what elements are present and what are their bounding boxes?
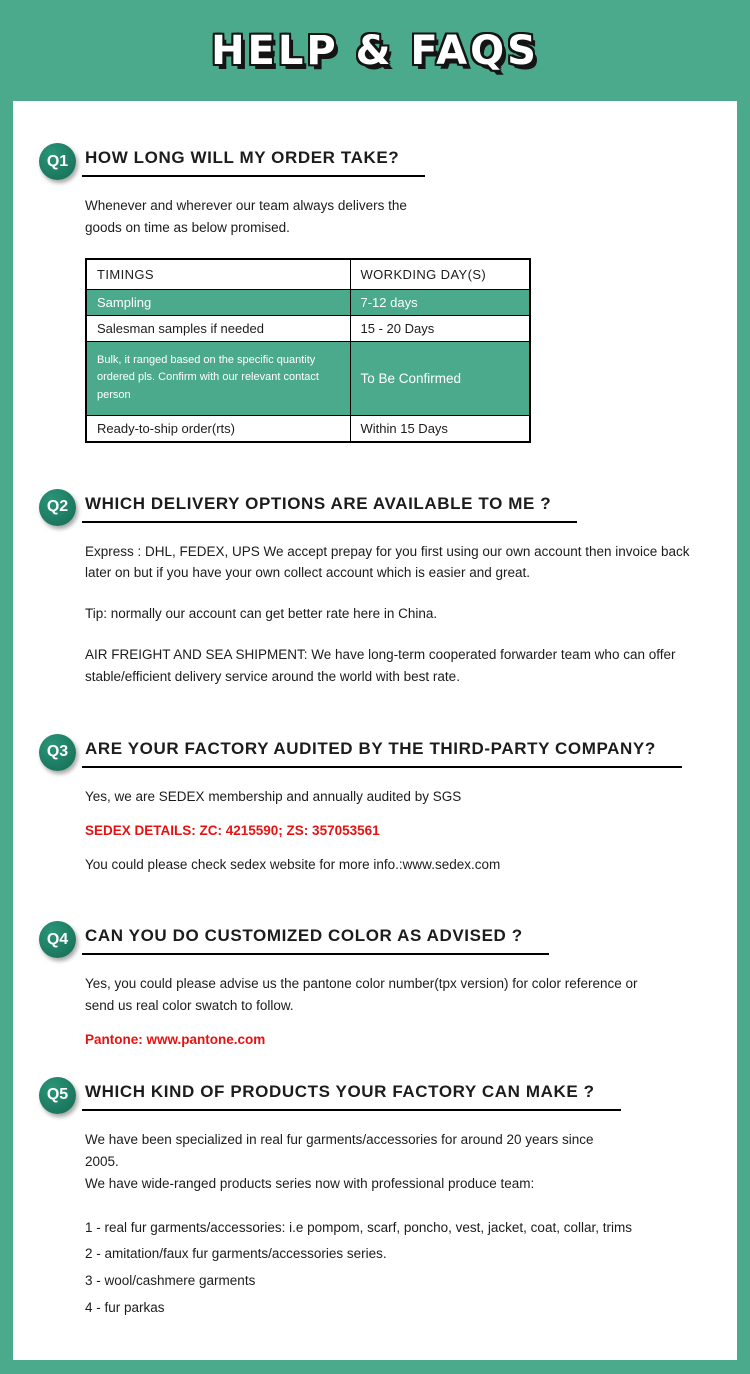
table-cell-timing: Sampling xyxy=(86,289,350,315)
q2-heading-row xyxy=(39,489,709,526)
table-cell-days: To Be Confirmed xyxy=(350,341,530,415)
timing-table-header-days: WORKDING DAY(S) xyxy=(350,259,530,290)
q5-product-list xyxy=(85,1217,709,1319)
content-card xyxy=(13,101,737,1360)
q2-express-paragraph: Express : DHL, FEDEX, UPS We accept prepay for you first using our own account then invoice back later on but if you have your own collect account which is easier and great. xyxy=(85,543,690,581)
product-item-1: 1 - real fur garments/accessories: i.e pompom, scarf, poncho, vest, jacket, coat, collar, trims xyxy=(85,1219,632,1235)
table-cell-days: Within 15 Days xyxy=(350,415,530,442)
q2-airfreight-paragraph: AIR FREIGHT AND SEA SHIPMENT: We have long-term cooperated forwarder team who can offer stable/efficient delivery service around the world with best rate. xyxy=(85,647,676,684)
q3-question: ARE YOUR FACTORY AUDITED BY THE THIRD-PARTY COMPANY? xyxy=(82,737,682,768)
table-cell-timing: Ready-to-ship order(rts) xyxy=(86,415,350,442)
timing-table-header-row xyxy=(86,259,530,290)
q4-pantone-website: Pantone: www.pantone.com xyxy=(85,1032,266,1048)
q5-question: WHICH KIND OF PRODUCTS YOUR FACTORY CAN MAKE ? xyxy=(82,1080,621,1111)
q5-badge: Q5 xyxy=(39,1077,76,1114)
q1-content xyxy=(39,180,709,443)
table-row-bulk xyxy=(86,341,530,415)
q3-sedex-details: SEDEX DETAILS: ZC: 4215590; ZS: 357053561 xyxy=(85,822,380,838)
q4-heading-row xyxy=(39,921,709,958)
q4-content xyxy=(39,958,709,1051)
table-row-rts xyxy=(86,415,530,442)
q3-heading-row xyxy=(39,734,709,771)
table-cell-timing: Salesman samples if needed xyxy=(86,315,350,341)
q2-tip-paragraph: Tip: normally our account can get better rate here in China. xyxy=(85,606,438,622)
q3-content xyxy=(39,771,709,876)
q1-badge: Q1 xyxy=(39,143,76,180)
q4-answer-paragraph: Yes, you could please advise us the pantone color number(tpx version) for color reference or send us real color swatch to follow. xyxy=(85,976,638,1014)
q5-heading-row xyxy=(39,1077,709,1114)
q3-answer-paragraph: Yes, we are SEDEX membership and annually audited by SGS xyxy=(85,788,462,804)
faq-section-q1 xyxy=(39,143,709,443)
faq-section-q5 xyxy=(39,1077,709,1319)
q2-badge: Q2 xyxy=(39,489,76,526)
table-row-salesman xyxy=(86,315,530,341)
faq-section-q2 xyxy=(39,489,709,688)
q5-answer-paragraph-1: We have been specialized in real fur garments/accessories for around 20 years since 2005. xyxy=(85,1131,594,1169)
table-cell-timing: Bulk, it ranged based on the specific quantity ordered pls. Confirm with our relevant contact person xyxy=(86,341,350,415)
timing-table xyxy=(85,258,531,443)
q4-badge: Q4 xyxy=(39,921,76,958)
product-item-2: 2 - amitation/faux fur garments/accessories series. xyxy=(85,1246,387,1262)
q4-question: CAN YOU DO CUSTOMIZED COLOR AS ADVISED ? xyxy=(82,924,549,955)
page-title: HELP & FAQS xyxy=(211,27,539,74)
product-item-3: 3 - wool/cashmere garments xyxy=(85,1273,256,1289)
q3-sedex-website: You could please check sedex website for more info.:www.sedex.com xyxy=(85,856,501,872)
faq-section-q3 xyxy=(39,734,709,876)
timing-table-header-timings: TIMINGS xyxy=(86,259,350,290)
q3-badge: Q3 xyxy=(39,734,76,771)
table-row-sampling xyxy=(86,289,530,315)
q2-question: WHICH DELIVERY OPTIONS ARE AVAILABLE TO ME ? xyxy=(82,492,577,523)
q1-heading-row xyxy=(39,143,709,180)
q2-content xyxy=(39,526,709,688)
q5-content xyxy=(39,1114,709,1319)
faq-section-q4 xyxy=(39,921,709,1051)
product-item-4: 4 - fur parkas xyxy=(85,1300,165,1316)
table-cell-days: 15 - 20 Days xyxy=(350,315,530,341)
q1-question: HOW LONG WILL MY ORDER TAKE? xyxy=(82,146,425,177)
page-banner xyxy=(0,0,750,101)
table-cell-days: 7-12 days xyxy=(350,289,530,315)
q1-intro-paragraph: Whenever and wherever our team always delivers the goods on time as below promised. xyxy=(85,198,407,235)
q5-answer-paragraph-2: We have wide-ranged products series now with professional produce team: xyxy=(85,1175,535,1191)
